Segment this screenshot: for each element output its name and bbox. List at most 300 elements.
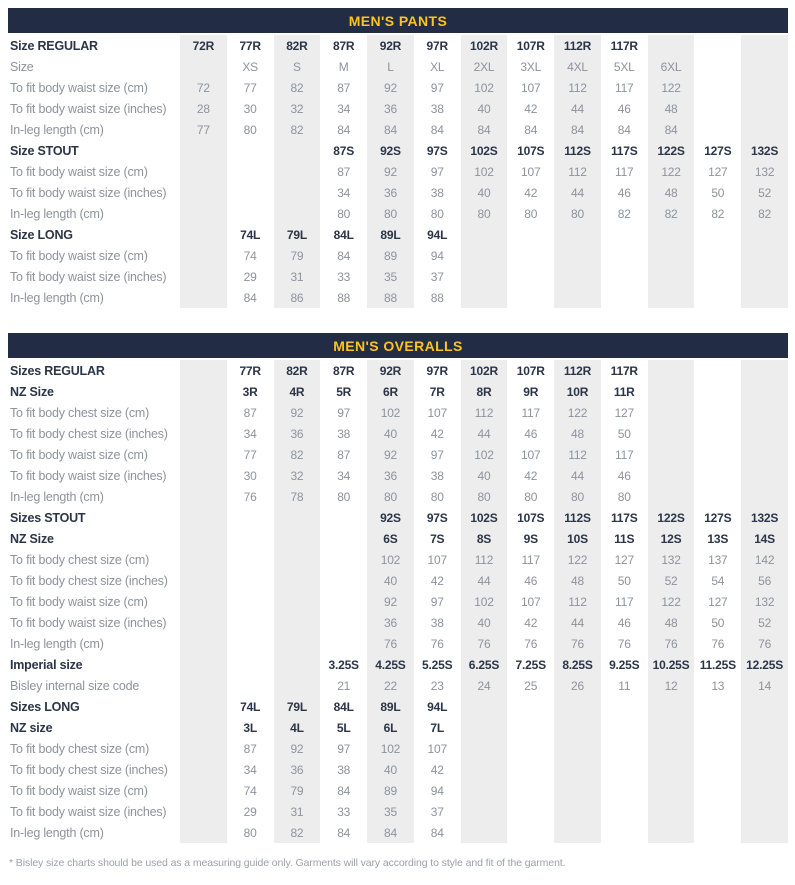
empty-cell [741,465,788,486]
empty-cell [554,822,601,843]
empty-cell [274,507,321,528]
value-cell: 82 [648,203,695,224]
value-cell: 80 [524,206,538,221]
value-cell: 88 [337,290,351,305]
value-cell: 102S [461,507,508,528]
empty-cell [601,801,648,822]
empty-cell [554,801,601,822]
row-label: In-leg length (cm) [10,825,104,840]
value-cell: 87R [332,38,355,53]
value-cell: 88 [430,290,444,305]
empty-cell [507,696,554,717]
value-cell: 82 [617,206,631,221]
value-cell: 44 [554,612,601,633]
value-cell: 82 [274,822,321,843]
row-label: Size STOUT [10,143,79,158]
empty-cell [694,287,741,308]
value-cell: 107R [516,363,545,378]
empty-cell [180,245,227,266]
empty-cell [741,402,788,423]
empty-cell [694,402,741,423]
empty-cell [180,465,227,486]
value-cell: 48 [648,612,695,633]
empty-cell [507,224,554,245]
value-cell: 33 [337,269,351,284]
value-cell: 84 [648,119,695,140]
table-row [8,654,788,675]
empty-cell [180,287,227,308]
empty-cell [741,245,788,266]
value-cell: 82R [274,35,321,56]
value-cell: 46 [617,185,631,200]
value-cell: 94L [427,699,448,714]
row-label: NZ size [10,720,53,735]
empty-cell [601,822,648,843]
empty-cell [648,35,695,56]
empty-cell [741,98,788,119]
value-cell: 50 [711,185,725,200]
table-row [8,360,788,381]
overalls-size-table [8,360,788,843]
value-cell: 22 [367,675,414,696]
value-cell: 44 [461,423,508,444]
value-cell: 82 [741,203,788,224]
empty-cell [180,224,227,245]
value-cell: 40 [461,182,508,203]
empty-cell [741,360,788,381]
value-cell: 4L [274,717,321,738]
value-cell: 122 [554,402,601,423]
empty-cell [180,203,227,224]
empty-cell [227,182,274,203]
value-cell: 127 [614,552,634,567]
value-cell: 86 [274,287,321,308]
value-cell: 10S [554,528,601,549]
row-label: To fit body waist size (inches) [10,101,167,116]
value-cell: 11R [613,384,635,399]
empty-cell [461,717,508,738]
empty-cell [180,696,227,717]
value-cell: 84 [617,122,631,137]
value-cell: 77 [243,447,257,462]
empty-cell [694,759,741,780]
value-cell: 97R [426,363,448,378]
value-cell: 9S [523,531,538,546]
table-row [8,591,788,612]
value-cell: 84 [367,119,414,140]
value-cell: 122 [554,549,601,570]
empty-cell [180,759,227,780]
value-cell: 77 [180,119,227,140]
value-cell: 3.25S [328,657,359,672]
table-row [8,98,788,119]
row-label: In-leg length (cm) [10,206,104,221]
value-cell: L [367,56,414,77]
value-cell: 80 [430,489,444,504]
value-cell: 42 [430,762,444,777]
table-row [8,161,788,182]
empty-cell [601,224,648,245]
row-label: To fit body waist size (inches) [10,615,167,630]
value-cell: 79 [274,245,321,266]
value-cell: 34 [337,468,351,483]
row-label: NZ Size [10,531,54,546]
empty-cell [694,119,741,140]
value-cell: 13 [711,678,725,693]
value-cell: 4XL [554,56,601,77]
value-cell: 3L [243,720,257,735]
empty-cell [694,444,741,465]
value-cell: 97R [426,38,448,53]
empty-cell [227,161,274,182]
value-cell: 107 [521,447,541,462]
empty-cell [601,717,648,738]
empty-cell [461,780,508,801]
row-label: To fit body chest size (cm) [10,741,150,756]
empty-cell [741,822,788,843]
value-cell: 84L [333,699,354,714]
row-label: In-leg length (cm) [10,122,104,137]
table-row [8,612,788,633]
table-row [8,675,788,696]
empty-cell [180,423,227,444]
value-cell: M [338,59,349,74]
value-cell: 84 [367,822,414,843]
value-cell: 38 [430,468,444,483]
value-cell: 11.25S [699,657,736,672]
empty-cell [694,486,741,507]
table-row [8,696,788,717]
value-cell: 142 [741,549,788,570]
value-cell: 4.25S [367,654,414,675]
value-cell: 89L [367,696,414,717]
row-label: To fit body waist size (inches) [10,468,167,483]
empty-cell [694,822,741,843]
table-row [8,780,788,801]
empty-cell [180,486,227,507]
value-cell: 76 [524,636,538,651]
empty-cell [507,287,554,308]
row-label: To fit body waist size (inches) [10,804,167,819]
value-cell: 97 [430,447,444,462]
empty-cell [180,381,227,402]
value-cell: 46 [617,468,631,483]
table-row [8,245,788,266]
empty-cell [648,402,695,423]
empty-cell [461,287,508,308]
value-cell: 117 [615,80,634,95]
empty-cell [320,507,367,528]
value-cell: 40 [367,759,414,780]
row-label: NZ Size [10,384,54,399]
value-cell: 127 [708,594,728,609]
value-cell: 52 [741,612,788,633]
value-cell: 87 [337,164,351,179]
value-cell: 102 [367,549,414,570]
value-cell: 107R [516,38,545,53]
value-cell: 40 [367,570,414,591]
value-cell: 137 [708,552,728,567]
value-cell: 50 [711,615,725,630]
value-cell: 36 [274,423,321,444]
empty-cell [694,801,741,822]
value-cell: 112 [554,591,601,612]
value-cell: 79 [274,780,321,801]
value-cell: 42 [524,468,538,483]
value-cell: 24 [461,675,508,696]
value-cell: 127 [708,164,728,179]
row-label: In-leg length (cm) [10,636,104,651]
value-cell: 122 [648,77,695,98]
value-cell: 5.25S [422,657,453,672]
value-cell: 117 [615,447,634,462]
empty-cell [741,287,788,308]
value-cell: 54 [711,573,725,588]
empty-cell [180,822,227,843]
empty-cell [694,35,741,56]
value-cell: S [274,56,321,77]
empty-cell [227,507,274,528]
empty-cell [274,591,321,612]
empty-cell [648,360,695,381]
value-cell: 117S [610,510,638,525]
value-cell: 42 [524,615,538,630]
value-cell: 84 [461,119,508,140]
empty-cell [694,360,741,381]
empty-cell [741,56,788,77]
row-label: In-leg length (cm) [10,290,104,305]
value-cell: 80 [367,203,414,224]
empty-cell [741,224,788,245]
row-label: Imperial size [10,657,83,672]
value-cell: 12S [648,528,695,549]
value-cell: 76 [243,489,257,504]
value-cell: 40 [367,423,414,444]
value-cell: 30 [243,468,257,483]
empty-cell [741,696,788,717]
value-cell: 26 [554,675,601,696]
value-cell: 77 [243,80,257,95]
empty-cell [648,287,695,308]
value-cell: 46 [617,101,631,116]
value-cell: 97 [430,594,444,609]
value-cell: 72R [180,35,227,56]
value-cell: 127S [704,510,732,525]
empty-cell [554,717,601,738]
value-cell: 117 [521,405,540,420]
table-row [8,140,788,161]
value-cell: 77R [239,363,261,378]
empty-cell [180,780,227,801]
empty-cell [601,245,648,266]
value-cell: 97S [426,510,448,525]
value-cell: 112 [554,161,601,182]
value-cell: 80 [461,486,508,507]
value-cell: 34 [337,101,351,116]
value-cell: 107 [427,741,447,756]
empty-cell [601,266,648,287]
value-cell: 2XL [461,56,508,77]
value-cell: 102R [461,360,508,381]
table-row [8,822,788,843]
value-cell: 8S [461,528,508,549]
value-cell: 56 [741,570,788,591]
empty-cell [227,591,274,612]
value-cell: 80 [337,206,351,221]
value-cell: 107S [517,143,545,158]
empty-cell [554,224,601,245]
value-cell: 46 [524,573,538,588]
empty-cell [648,245,695,266]
value-cell: 76 [461,633,508,654]
value-cell: 132S [741,507,788,528]
value-cell: 117R [610,38,638,53]
value-cell: 44 [554,465,601,486]
value-cell: 102S [461,140,508,161]
value-cell: 5R [336,384,352,399]
row-label: To fit body waist size (inches) [10,185,167,200]
value-cell: 80 [554,486,601,507]
table-row [8,35,788,56]
value-cell: 48 [648,182,695,203]
value-cell: 80 [617,489,631,504]
empty-cell [507,738,554,759]
value-cell: 94 [430,783,444,798]
value-cell: 7.25S [515,657,546,672]
table-row [8,423,788,444]
empty-cell [180,675,227,696]
value-cell: 127 [614,405,634,420]
overalls-table-header [8,333,788,358]
empty-cell [180,654,227,675]
pants-table-header [8,8,788,33]
empty-cell [274,203,321,224]
value-cell: 102 [461,591,508,612]
value-cell: 80 [243,122,257,137]
value-cell: 76 [617,636,631,651]
value-cell: 34 [243,762,257,777]
overalls-table-title: MEN'S OVERALLS [333,337,463,354]
row-label: To fit body waist size (cm) [10,447,148,462]
value-cell: 44 [461,570,508,591]
value-cell: 29 [243,269,257,284]
empty-cell [648,717,695,738]
value-cell: 76 [711,636,725,651]
empty-cell [180,140,227,161]
value-cell: 87R [332,363,355,378]
value-cell: 12 [648,675,695,696]
value-cell: 92R [367,360,414,381]
empty-cell [694,266,741,287]
value-cell: 32 [274,98,321,119]
value-cell: 7L [430,720,445,735]
empty-cell [648,423,695,444]
value-cell: 76 [367,633,414,654]
empty-cell [507,780,554,801]
table-row [8,203,788,224]
empty-cell [274,570,321,591]
value-cell: 36 [367,612,414,633]
table-spacer [8,308,788,333]
value-cell: 37 [430,804,444,819]
empty-cell [648,486,695,507]
empty-cell [507,266,554,287]
value-cell: 82 [274,119,321,140]
value-cell: 132S [741,140,788,161]
value-cell: XL [430,59,445,74]
value-cell: 52 [648,570,695,591]
empty-cell [554,287,601,308]
row-label: To fit body chest size (cm) [10,552,150,567]
table-row [8,182,788,203]
table-row [8,801,788,822]
value-cell: 34 [337,185,351,200]
value-cell: 92 [274,402,321,423]
value-cell: 48 [648,98,695,119]
value-cell: 28 [180,98,227,119]
value-cell: 112 [554,77,601,98]
row-label: To fit body chest size (inches) [10,426,168,441]
empty-cell [741,780,788,801]
value-cell: 92 [274,738,321,759]
empty-cell [461,822,508,843]
value-cell: 92 [367,444,414,465]
row-label: Sizes LONG [10,699,80,714]
value-cell: 74 [243,248,257,263]
value-cell: 107 [521,80,541,95]
empty-cell [180,507,227,528]
empty-cell [227,654,274,675]
empty-cell [227,570,274,591]
empty-cell [320,591,367,612]
table-row [8,444,788,465]
empty-cell [741,35,788,56]
empty-cell [461,696,508,717]
empty-cell [461,245,508,266]
value-cell: 11S [614,531,635,546]
value-cell: 84 [337,783,351,798]
empty-cell [648,780,695,801]
table-row [8,465,788,486]
empty-cell [274,161,321,182]
value-cell: 94 [430,248,444,263]
empty-cell [180,633,227,654]
value-cell: 6L [367,717,414,738]
empty-cell [601,287,648,308]
value-cell: 80 [367,486,414,507]
empty-cell [507,822,554,843]
empty-cell [694,224,741,245]
value-cell: 76 [430,636,444,651]
empty-cell [461,224,508,245]
value-cell: 80 [554,203,601,224]
empty-cell [741,423,788,444]
empty-cell [274,675,321,696]
empty-cell [227,549,274,570]
value-cell: 46 [524,426,538,441]
value-cell: 87 [337,80,351,95]
empty-cell [180,570,227,591]
value-cell: 80 [243,825,257,840]
empty-cell [320,528,367,549]
value-cell: 42 [524,185,538,200]
value-cell: 87 [243,405,257,420]
empty-cell [741,717,788,738]
value-cell: 112R [554,35,601,56]
empty-cell [227,140,274,161]
table-row [8,717,788,738]
value-cell: 50 [617,426,631,441]
